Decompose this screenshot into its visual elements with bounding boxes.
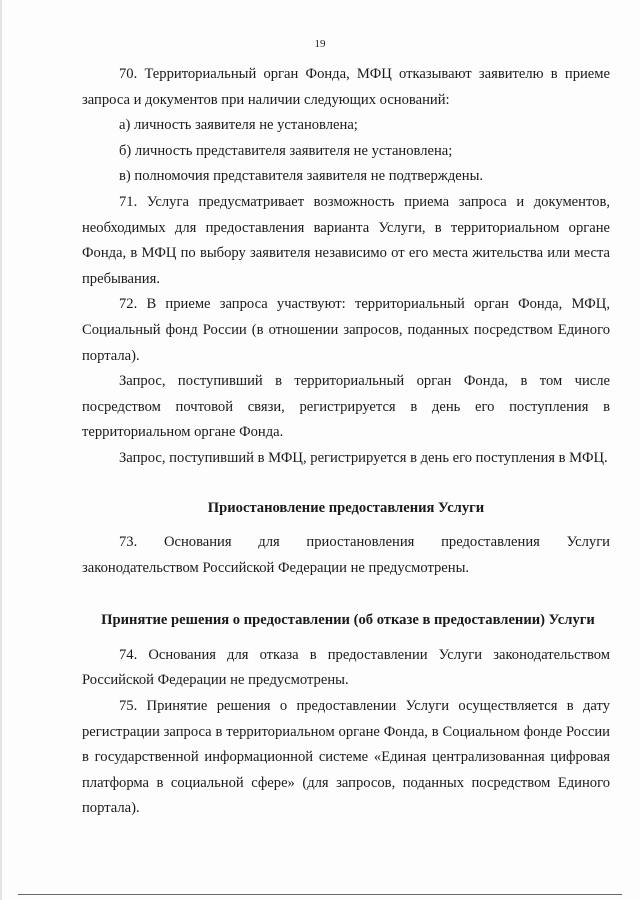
paragraph-registration-postal: Запрос, поступивший в территориальный орган Фонда, в том числе посредством почтовой связи, регистрируется в день его поступления в территориальном органе Фонда. — [82, 373, 610, 441]
page-bottom-rule — [18, 894, 622, 895]
list-item-c: в) полномочия представителя заявителя не подтверждены. — [119, 168, 484, 185]
paragraph-registration-mfc: Запрос, поступивший в МФЦ, регистрируется в день его поступления в МФЦ. — [119, 449, 608, 466]
heading-decision: Принятие решения о предоставлении (об отказе в предоставлении) Услуги — [101, 612, 595, 629]
document-body — [82, 62, 610, 822]
scan-edge — [0, 0, 2, 900]
paragraph-72: 72. В приеме запроса участвуют: территориальный орган Фонда, МФЦ, Социальный фонд России (в отношении запросов, поданных посредством Единого портала). — [82, 296, 610, 364]
page-number: 19 — [314, 38, 326, 50]
list-item-b: б) личность представителя заявителя не установлена; — [119, 142, 453, 159]
paragraph-73: 73. Основания для приостановления предоставления Услуги законодательством Российской Федерации не предусмотрены. — [82, 534, 610, 576]
paragraph-74: 74. Основания для отказа в предоставлении Услуги законодательством Российской Федерации не предусмотрены. — [82, 646, 610, 689]
list-item-a: а) личность заявителя не установлена; — [119, 117, 358, 134]
paragraph-71: 71. Услуга предусматривает возможность приема запроса и документов, необходимых для предоставления варианта Услуги, в территориальном органе Фонда, в МФЦ по выбору заявителя независимо от его места жительства или места пребывания. — [82, 193, 610, 287]
paragraph-75: 75. Принятие решения о предоставлении Услуги осуществляется в дату регистрации запроса в территориальном органе Фонда, в Социальном фонде России в государственной информационной системе «Единая централизованная цифровая платформа в социальной сфере» (для запросов, поданных посредством Единого портала). — [82, 698, 610, 817]
paragraph-70: 70. Территориальный орган Фонда, МФЦ отказывают заявителю в приеме запроса и документов при наличии следующих оснований: — [82, 66, 610, 108]
heading-suspension: Приостановление предоставления Услуги — [207, 499, 485, 516]
